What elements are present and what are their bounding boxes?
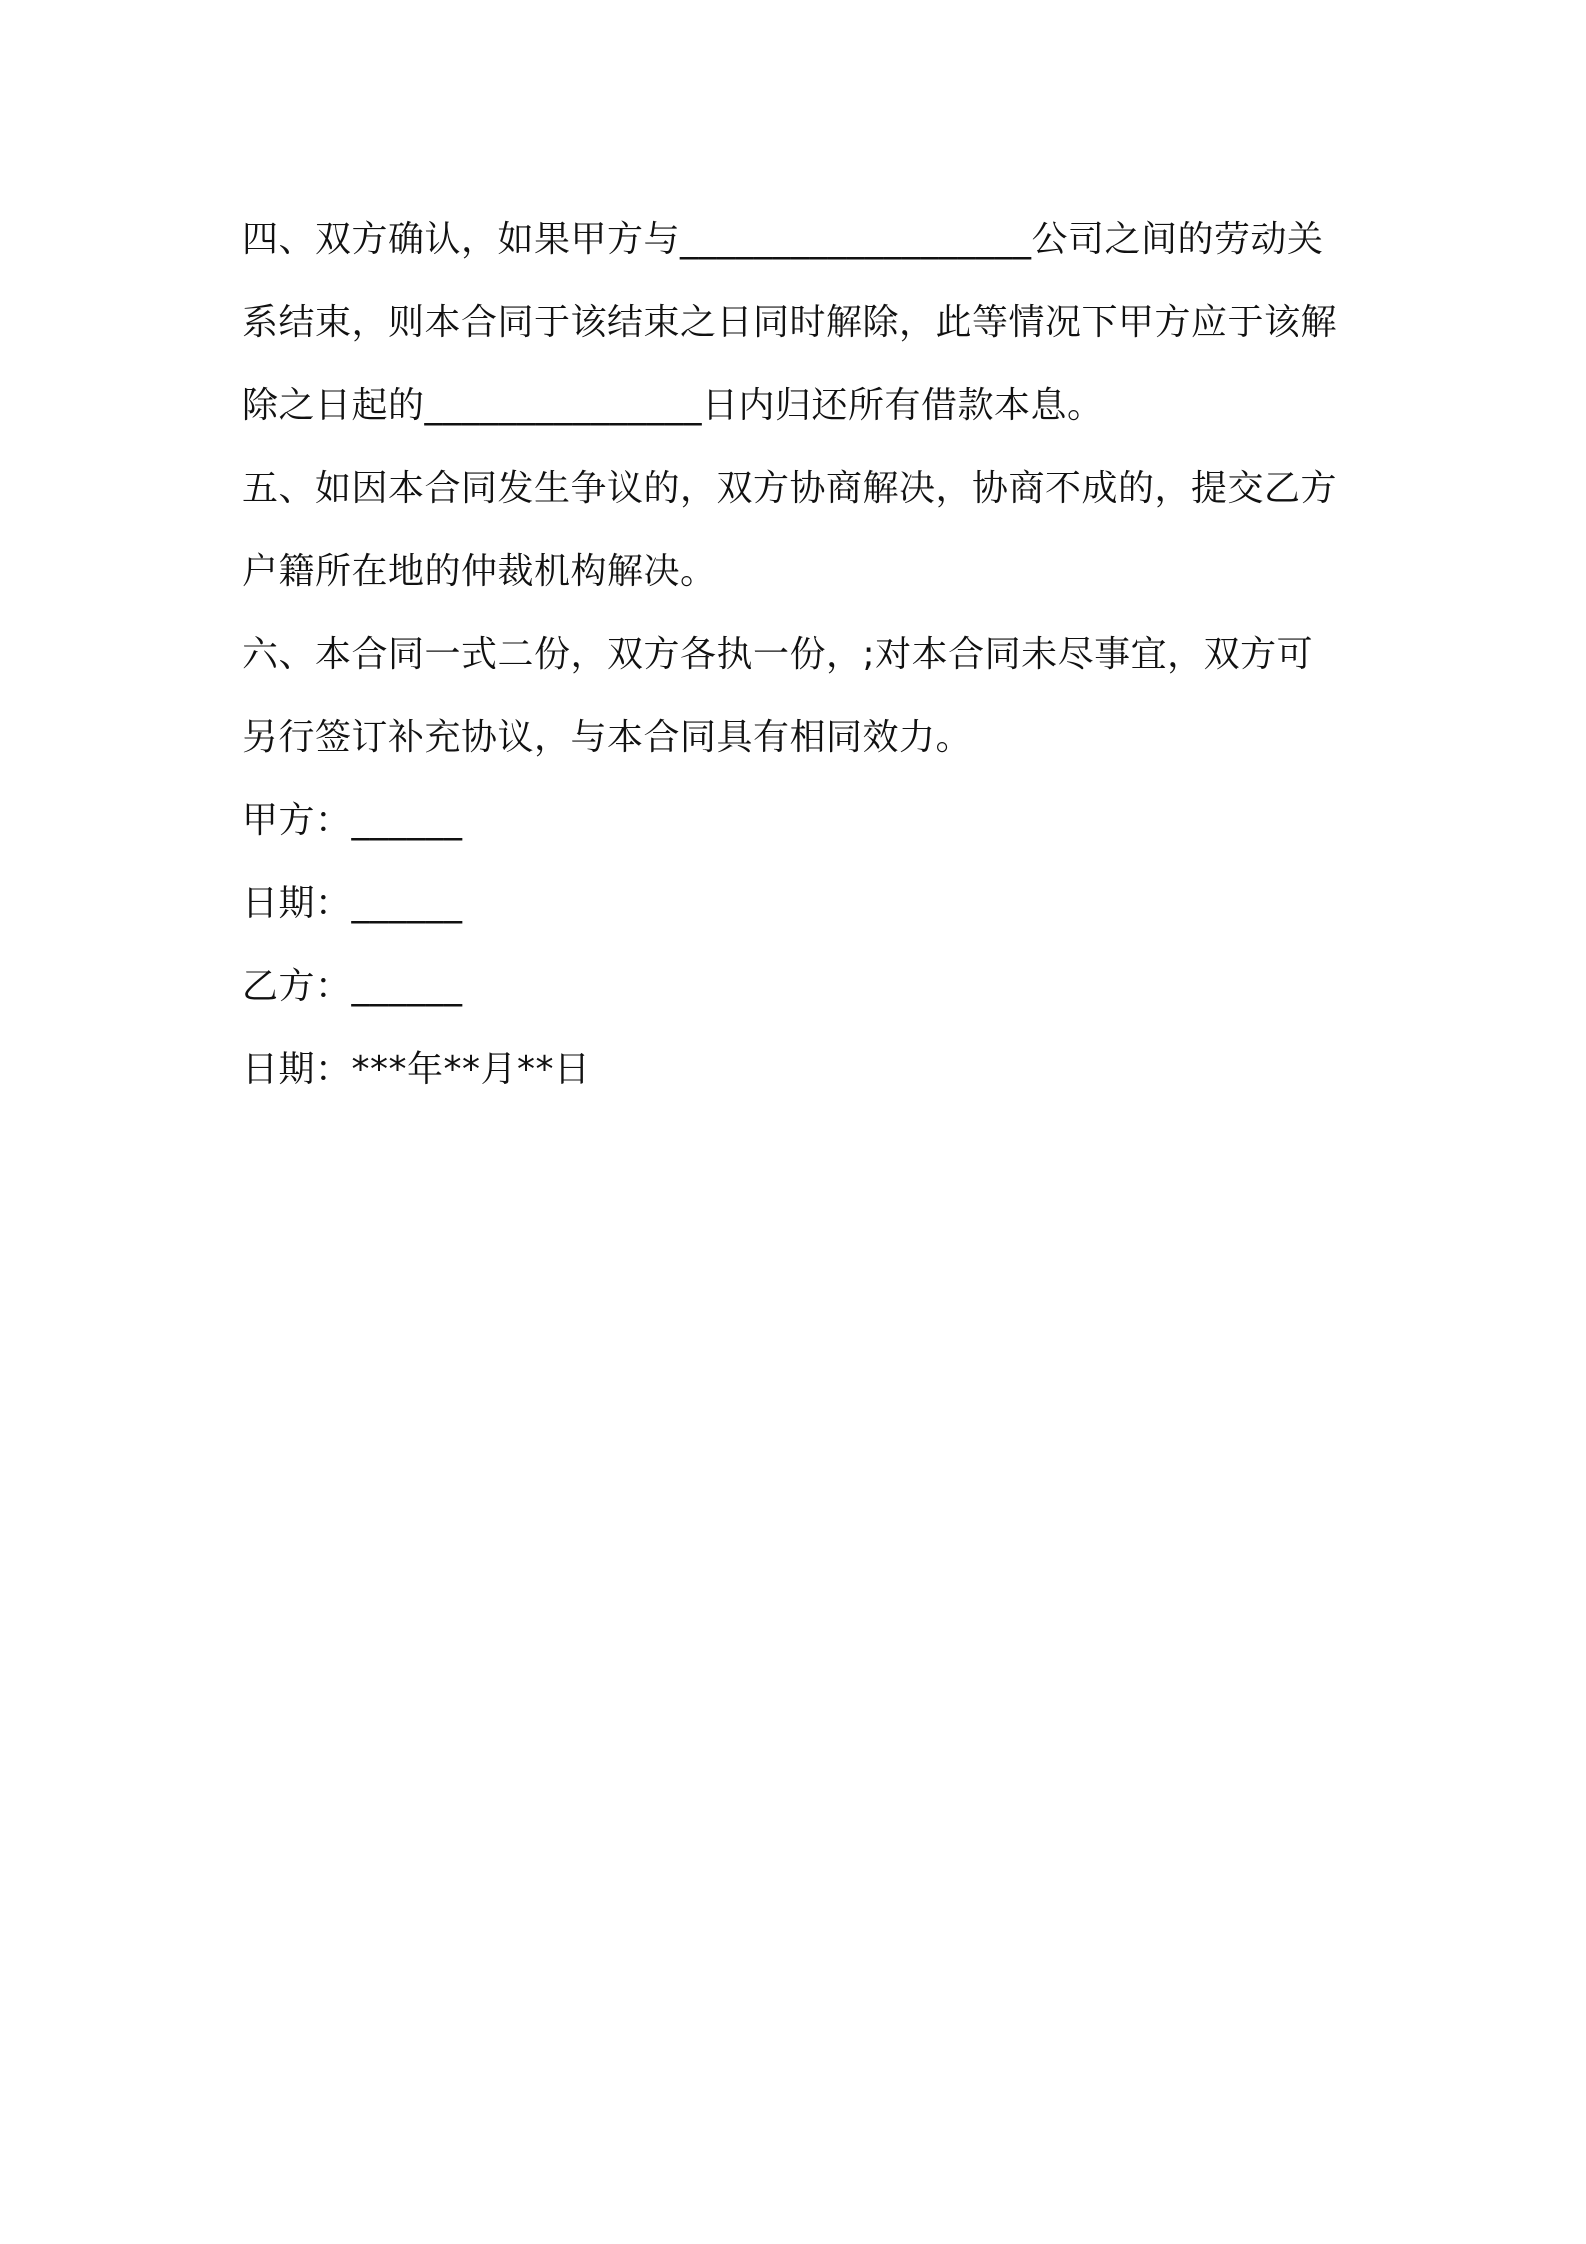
clause-4 <box>242 198 1354 447</box>
clause-6 <box>242 613 1354 779</box>
clause-5-line-1: 五、如因本合同发生争议的，双方协商解决，协商不成的，提交乙方 <box>242 468 1338 509</box>
clause-5 <box>242 447 1354 613</box>
party-b-date: 日期：***年**月**日 <box>242 1049 591 1090</box>
clause-6-line-1: 六、本合同一式二份，双方各执一份，;对本合同未尽事宜，双方可 <box>242 634 1314 675</box>
clause-4-line-1: 四、双方确认，如果甲方与___________________公司之间的劳动关 <box>242 219 1324 260</box>
clause-6-line-2: 另行签订补充协议，与本合同具有相同效力。 <box>242 717 973 758</box>
signature-block <box>242 779 1354 1111</box>
document-body <box>242 198 1354 1111</box>
clause-4-line-2: 系结束，则本合同于该结束之日同时解除，此等情况下甲方应于该解 <box>242 302 1338 343</box>
party-a-signature: 甲方：______ <box>242 800 463 841</box>
party-a-date: 日期：______ <box>242 883 463 924</box>
clause-4-line-3: 除之日起的_______________日内归还所有借款本息。 <box>242 385 1104 426</box>
clause-5-line-2: 户籍所在地的仲裁机构解决。 <box>242 551 717 592</box>
party-b-signature: 乙方：______ <box>242 966 463 1007</box>
